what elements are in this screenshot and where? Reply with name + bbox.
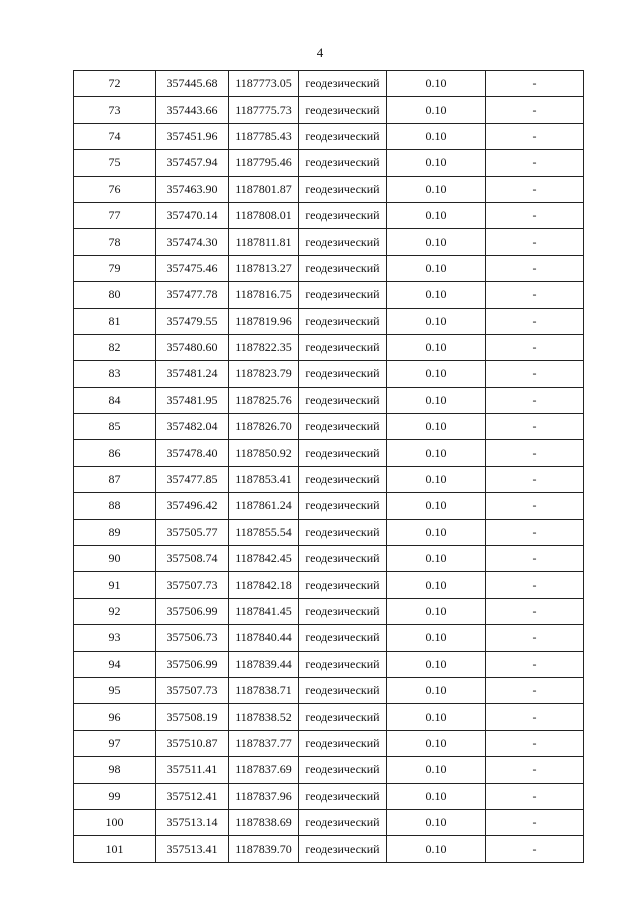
note-cell: -	[486, 71, 584, 97]
note-cell: -	[486, 809, 584, 835]
table-row	[74, 677, 584, 703]
x-coordinate-cell: 357506.99	[156, 598, 229, 624]
y-coordinate-cell: 1187841.45	[229, 598, 299, 624]
accuracy-cell: 0.10	[387, 836, 486, 862]
method-cell: геодезический	[299, 414, 387, 440]
point-number-cell: 93	[74, 625, 156, 651]
table-row	[74, 361, 584, 387]
method-cell: геодезический	[299, 783, 387, 809]
accuracy-cell: 0.10	[387, 123, 486, 149]
y-coordinate-cell: 1187837.69	[229, 757, 299, 783]
method-cell: геодезический	[299, 809, 387, 835]
table-row	[74, 493, 584, 519]
method-cell: геодезический	[299, 229, 387, 255]
point-number-cell: 88	[74, 493, 156, 519]
x-coordinate-cell: 357470.14	[156, 202, 229, 228]
x-coordinate-cell: 357443.66	[156, 97, 229, 123]
accuracy-cell: 0.10	[387, 519, 486, 545]
x-coordinate-cell: 357445.68	[156, 71, 229, 97]
method-cell: геодезический	[299, 387, 387, 413]
table-row	[74, 150, 584, 176]
table-row	[74, 651, 584, 677]
table-row	[74, 255, 584, 281]
accuracy-cell: 0.10	[387, 704, 486, 730]
y-coordinate-cell: 1187826.70	[229, 414, 299, 440]
x-coordinate-cell: 357507.73	[156, 677, 229, 703]
y-coordinate-cell: 1187773.05	[229, 71, 299, 97]
note-cell: -	[486, 414, 584, 440]
method-cell: геодезический	[299, 651, 387, 677]
note-cell: -	[486, 150, 584, 176]
y-coordinate-cell: 1187838.52	[229, 704, 299, 730]
method-cell: геодезический	[299, 546, 387, 572]
accuracy-cell: 0.10	[387, 730, 486, 756]
y-coordinate-cell: 1187837.77	[229, 730, 299, 756]
y-coordinate-cell: 1187838.69	[229, 809, 299, 835]
y-coordinate-cell: 1187853.41	[229, 466, 299, 492]
x-coordinate-cell: 357507.73	[156, 572, 229, 598]
note-cell: -	[486, 651, 584, 677]
point-number-cell: 72	[74, 71, 156, 97]
y-coordinate-cell: 1187822.35	[229, 334, 299, 360]
table-row	[74, 440, 584, 466]
point-number-cell: 100	[74, 809, 156, 835]
accuracy-cell: 0.10	[387, 677, 486, 703]
y-coordinate-cell: 1187838.71	[229, 677, 299, 703]
table-row	[74, 123, 584, 149]
note-cell: -	[486, 625, 584, 651]
table-row	[74, 282, 584, 308]
point-number-cell: 97	[74, 730, 156, 756]
method-cell: геодезический	[299, 572, 387, 598]
note-cell: -	[486, 519, 584, 545]
method-cell: геодезический	[299, 123, 387, 149]
note-cell: -	[486, 123, 584, 149]
x-coordinate-cell: 357475.46	[156, 255, 229, 281]
method-cell: геодезический	[299, 255, 387, 281]
accuracy-cell: 0.10	[387, 546, 486, 572]
point-number-cell: 83	[74, 361, 156, 387]
table-row	[74, 598, 584, 624]
x-coordinate-cell: 357451.96	[156, 123, 229, 149]
note-cell: -	[486, 387, 584, 413]
table-row	[74, 783, 584, 809]
table-row	[74, 202, 584, 228]
x-coordinate-cell: 357496.42	[156, 493, 229, 519]
x-coordinate-cell: 357474.30	[156, 229, 229, 255]
coordinates-table-body	[74, 71, 584, 863]
coordinates-table	[73, 70, 584, 863]
method-cell: геодезический	[299, 466, 387, 492]
x-coordinate-cell: 357463.90	[156, 176, 229, 202]
accuracy-cell: 0.10	[387, 757, 486, 783]
x-coordinate-cell: 357506.99	[156, 651, 229, 677]
accuracy-cell: 0.10	[387, 783, 486, 809]
accuracy-cell: 0.10	[387, 229, 486, 255]
method-cell: геодезический	[299, 677, 387, 703]
point-number-cell: 76	[74, 176, 156, 202]
y-coordinate-cell: 1187819.96	[229, 308, 299, 334]
point-number-cell: 87	[74, 466, 156, 492]
x-coordinate-cell: 357479.55	[156, 308, 229, 334]
accuracy-cell: 0.10	[387, 255, 486, 281]
point-number-cell: 101	[74, 836, 156, 862]
point-number-cell: 78	[74, 229, 156, 255]
y-coordinate-cell: 1187842.45	[229, 546, 299, 572]
x-coordinate-cell: 357510.87	[156, 730, 229, 756]
x-coordinate-cell: 357508.74	[156, 546, 229, 572]
y-coordinate-cell: 1187823.79	[229, 361, 299, 387]
y-coordinate-cell: 1187855.54	[229, 519, 299, 545]
point-number-cell: 85	[74, 414, 156, 440]
table-row	[74, 757, 584, 783]
method-cell: геодезический	[299, 598, 387, 624]
y-coordinate-cell: 1187842.18	[229, 572, 299, 598]
note-cell: -	[486, 730, 584, 756]
table-row	[74, 334, 584, 360]
y-coordinate-cell: 1187839.44	[229, 651, 299, 677]
note-cell: -	[486, 97, 584, 123]
note-cell: -	[486, 229, 584, 255]
y-coordinate-cell: 1187840.44	[229, 625, 299, 651]
note-cell: -	[486, 255, 584, 281]
note-cell: -	[486, 466, 584, 492]
accuracy-cell: 0.10	[387, 387, 486, 413]
table-row	[74, 414, 584, 440]
x-coordinate-cell: 357505.77	[156, 519, 229, 545]
table-row	[74, 308, 584, 334]
table-row	[74, 71, 584, 97]
point-number-cell: 81	[74, 308, 156, 334]
x-coordinate-cell: 357512.41	[156, 783, 229, 809]
table-row	[74, 176, 584, 202]
accuracy-cell: 0.10	[387, 572, 486, 598]
accuracy-cell: 0.10	[387, 176, 486, 202]
note-cell: -	[486, 783, 584, 809]
y-coordinate-cell: 1187801.87	[229, 176, 299, 202]
point-number-cell: 96	[74, 704, 156, 730]
point-number-cell: 90	[74, 546, 156, 572]
accuracy-cell: 0.10	[387, 598, 486, 624]
point-number-cell: 77	[74, 202, 156, 228]
note-cell: -	[486, 677, 584, 703]
point-number-cell: 86	[74, 440, 156, 466]
method-cell: геодезический	[299, 202, 387, 228]
accuracy-cell: 0.10	[387, 361, 486, 387]
point-number-cell: 79	[74, 255, 156, 281]
accuracy-cell: 0.10	[387, 493, 486, 519]
method-cell: геодезический	[299, 176, 387, 202]
method-cell: геодезический	[299, 519, 387, 545]
x-coordinate-cell: 357513.14	[156, 809, 229, 835]
y-coordinate-cell: 1187785.43	[229, 123, 299, 149]
y-coordinate-cell: 1187808.01	[229, 202, 299, 228]
y-coordinate-cell: 1187775.73	[229, 97, 299, 123]
point-number-cell: 74	[74, 123, 156, 149]
note-cell: -	[486, 836, 584, 862]
x-coordinate-cell: 357506.73	[156, 625, 229, 651]
note-cell: -	[486, 704, 584, 730]
x-coordinate-cell: 357508.19	[156, 704, 229, 730]
note-cell: -	[486, 757, 584, 783]
point-number-cell: 89	[74, 519, 156, 545]
table-row	[74, 730, 584, 756]
x-coordinate-cell: 357481.24	[156, 361, 229, 387]
method-cell: геодезический	[299, 704, 387, 730]
table-row	[74, 625, 584, 651]
page-number: 4	[316, 45, 324, 60]
point-number-cell: 94	[74, 651, 156, 677]
accuracy-cell: 0.10	[387, 625, 486, 651]
note-cell: -	[486, 572, 584, 598]
point-number-cell: 75	[74, 150, 156, 176]
note-cell: -	[486, 493, 584, 519]
y-coordinate-cell: 1187825.76	[229, 387, 299, 413]
point-number-cell: 84	[74, 387, 156, 413]
table-row	[74, 97, 584, 123]
method-cell: геодезический	[299, 150, 387, 176]
point-number-cell: 73	[74, 97, 156, 123]
method-cell: геодезический	[299, 361, 387, 387]
table-row	[74, 809, 584, 835]
table-row	[74, 836, 584, 862]
table-row	[74, 466, 584, 492]
y-coordinate-cell: 1187795.46	[229, 150, 299, 176]
table-row	[74, 704, 584, 730]
accuracy-cell: 0.10	[387, 282, 486, 308]
accuracy-cell: 0.10	[387, 202, 486, 228]
method-cell: геодезический	[299, 493, 387, 519]
accuracy-cell: 0.10	[387, 71, 486, 97]
x-coordinate-cell: 357477.85	[156, 466, 229, 492]
method-cell: геодезический	[299, 308, 387, 334]
point-number-cell: 99	[74, 783, 156, 809]
accuracy-cell: 0.10	[387, 308, 486, 334]
method-cell: геодезический	[299, 730, 387, 756]
x-coordinate-cell: 357482.04	[156, 414, 229, 440]
accuracy-cell: 0.10	[387, 334, 486, 360]
point-number-cell: 80	[74, 282, 156, 308]
table-row	[74, 572, 584, 598]
x-coordinate-cell: 357457.94	[156, 150, 229, 176]
note-cell: -	[486, 440, 584, 466]
note-cell: -	[486, 176, 584, 202]
y-coordinate-cell: 1187837.96	[229, 783, 299, 809]
point-number-cell: 92	[74, 598, 156, 624]
note-cell: -	[486, 334, 584, 360]
note-cell: -	[486, 282, 584, 308]
accuracy-cell: 0.10	[387, 651, 486, 677]
point-number-cell: 98	[74, 757, 156, 783]
accuracy-cell: 0.10	[387, 97, 486, 123]
note-cell: -	[486, 361, 584, 387]
y-coordinate-cell: 1187811.81	[229, 229, 299, 255]
method-cell: геодезический	[299, 625, 387, 651]
point-number-cell: 91	[74, 572, 156, 598]
accuracy-cell: 0.10	[387, 440, 486, 466]
note-cell: -	[486, 546, 584, 572]
method-cell: геодезический	[299, 334, 387, 360]
y-coordinate-cell: 1187816.75	[229, 282, 299, 308]
table-row	[74, 519, 584, 545]
accuracy-cell: 0.10	[387, 466, 486, 492]
accuracy-cell: 0.10	[387, 414, 486, 440]
note-cell: -	[486, 308, 584, 334]
method-cell: геодезический	[299, 97, 387, 123]
y-coordinate-cell: 1187839.70	[229, 836, 299, 862]
table-row	[74, 229, 584, 255]
accuracy-cell: 0.10	[387, 150, 486, 176]
method-cell: геодезический	[299, 757, 387, 783]
y-coordinate-cell: 1187861.24	[229, 493, 299, 519]
x-coordinate-cell: 357511.41	[156, 757, 229, 783]
point-number-cell: 95	[74, 677, 156, 703]
y-coordinate-cell: 1187813.27	[229, 255, 299, 281]
method-cell: геодезический	[299, 836, 387, 862]
x-coordinate-cell: 357477.78	[156, 282, 229, 308]
method-cell: геодезический	[299, 282, 387, 308]
x-coordinate-cell: 357481.95	[156, 387, 229, 413]
table-row	[74, 387, 584, 413]
point-number-cell: 82	[74, 334, 156, 360]
x-coordinate-cell: 357513.41	[156, 836, 229, 862]
note-cell: -	[486, 202, 584, 228]
y-coordinate-cell: 1187850.92	[229, 440, 299, 466]
method-cell: геодезический	[299, 440, 387, 466]
table-row	[74, 546, 584, 572]
x-coordinate-cell: 357478.40	[156, 440, 229, 466]
x-coordinate-cell: 357480.60	[156, 334, 229, 360]
note-cell: -	[486, 598, 584, 624]
method-cell: геодезический	[299, 71, 387, 97]
accuracy-cell: 0.10	[387, 809, 486, 835]
